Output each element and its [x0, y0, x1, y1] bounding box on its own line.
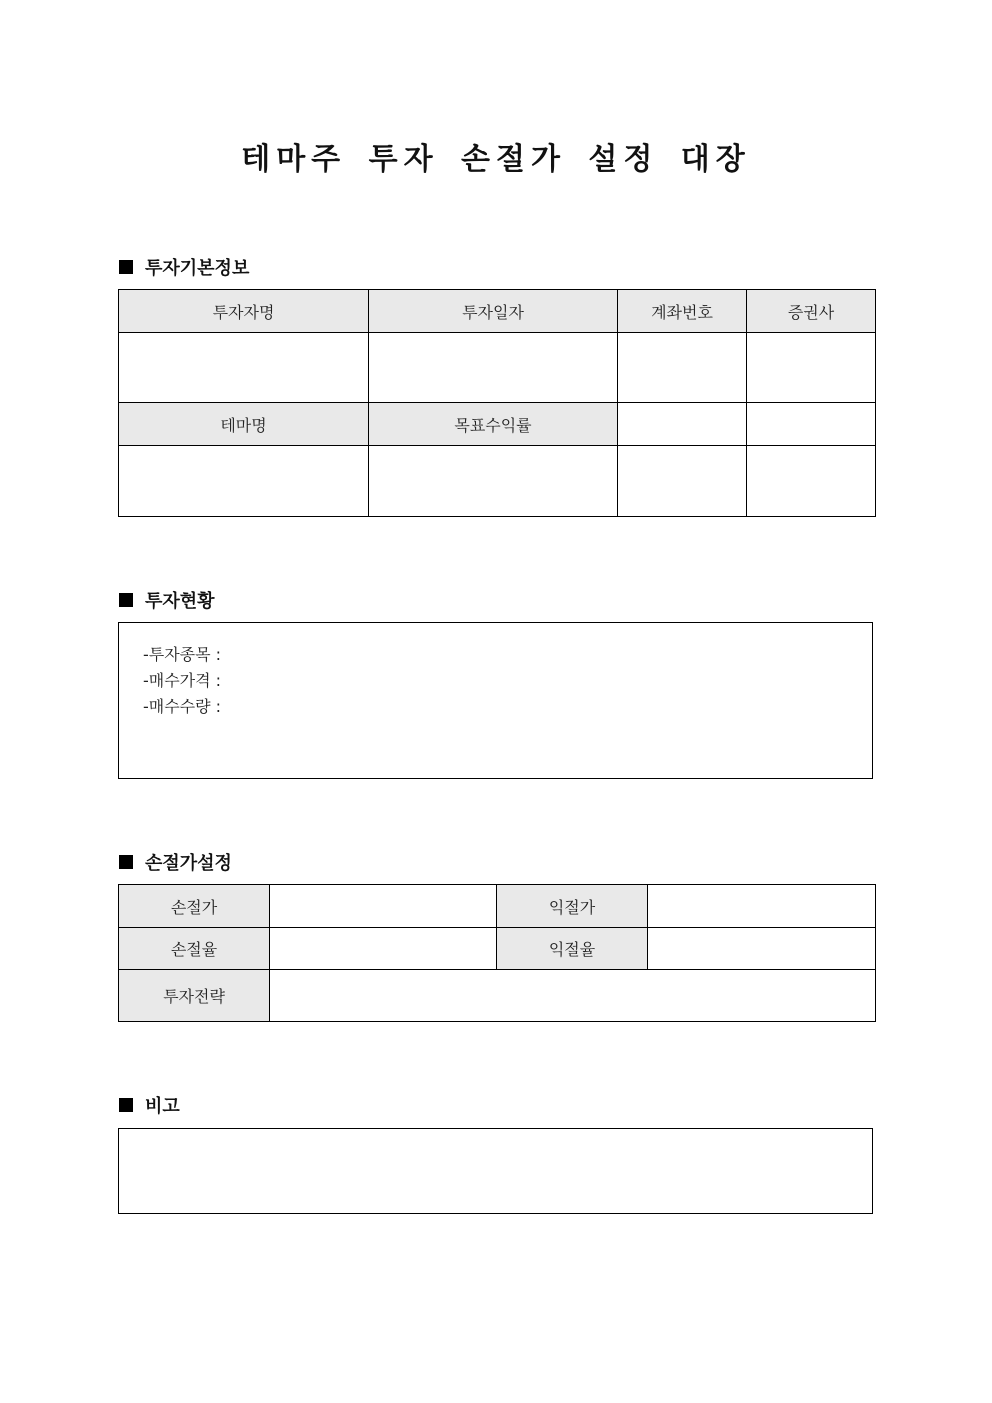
header-investor-name: 투자자명: [119, 290, 369, 333]
square-bullet-icon: [119, 593, 133, 607]
table-row: [119, 928, 876, 970]
investment-strategy-field[interactable]: [270, 970, 876, 1022]
status-label-price: -매수가격 :: [143, 671, 222, 690]
table-row: [119, 885, 876, 928]
take-profit-price-field[interactable]: [648, 885, 876, 928]
status-line-quantity: [143, 694, 872, 720]
table-row: [119, 970, 876, 1022]
stop-loss-rate-field[interactable]: [270, 928, 497, 970]
section-heading-basic-info: [119, 254, 249, 280]
take-profit-rate-field[interactable]: [648, 928, 876, 970]
section-heading-label: 손절가설정: [145, 853, 232, 874]
investor-name-field[interactable]: [119, 333, 369, 403]
square-bullet-icon: [119, 855, 133, 869]
account-number-field[interactable]: [618, 333, 747, 403]
section-heading-remarks: [119, 1092, 180, 1118]
investment-date-field[interactable]: [369, 333, 618, 403]
empty-cell[interactable]: [618, 446, 747, 517]
status-line-price: [143, 668, 872, 694]
header-account-number: 계좌번호: [618, 290, 747, 333]
section-heading-label: 투자현황: [145, 591, 215, 612]
basic-info-table: [118, 289, 876, 517]
label-investment-strategy: 투자전략: [119, 970, 270, 1022]
label-stop-loss-price: 손절가: [119, 885, 270, 928]
target-return-field[interactable]: [369, 446, 618, 517]
status-label-quantity: -매수수량 :: [143, 697, 222, 716]
label-take-profit-price: 익절가: [497, 885, 648, 928]
section-heading-stop-loss: [119, 849, 232, 875]
square-bullet-icon: [119, 1098, 133, 1112]
status-label-stock: -투자종목 :: [143, 645, 222, 664]
header-investment-date: 투자일자: [369, 290, 618, 333]
document-title: 테마주 투자 손절가 설정 대장: [241, 142, 751, 177]
header-brokerage: 증권사: [747, 290, 876, 333]
section-heading-investment-status: [119, 587, 215, 613]
label-take-profit-rate: 익절율: [497, 928, 648, 970]
brokerage-field[interactable]: [747, 333, 876, 403]
section-heading-label: 비고: [145, 1096, 180, 1117]
empty-cell[interactable]: [618, 403, 747, 446]
empty-cell[interactable]: [747, 403, 876, 446]
stop-loss-price-field[interactable]: [270, 885, 497, 928]
square-bullet-icon: [119, 260, 133, 274]
table-row: [119, 446, 876, 517]
empty-cell[interactable]: [747, 446, 876, 517]
remarks-box[interactable]: [118, 1128, 873, 1214]
investment-status-box[interactable]: [118, 622, 873, 779]
status-line-stock: [143, 642, 872, 668]
table-row: [119, 403, 876, 446]
table-row: [119, 333, 876, 403]
section-heading-label: 투자기본정보: [145, 258, 250, 279]
theme-name-field[interactable]: [119, 446, 369, 517]
label-stop-loss-rate: 손절율: [119, 928, 270, 970]
stop-loss-table: [118, 884, 876, 1022]
header-theme-name: 테마명: [119, 403, 369, 446]
header-target-return: 목표수익률: [369, 403, 618, 446]
table-row: [119, 290, 876, 333]
